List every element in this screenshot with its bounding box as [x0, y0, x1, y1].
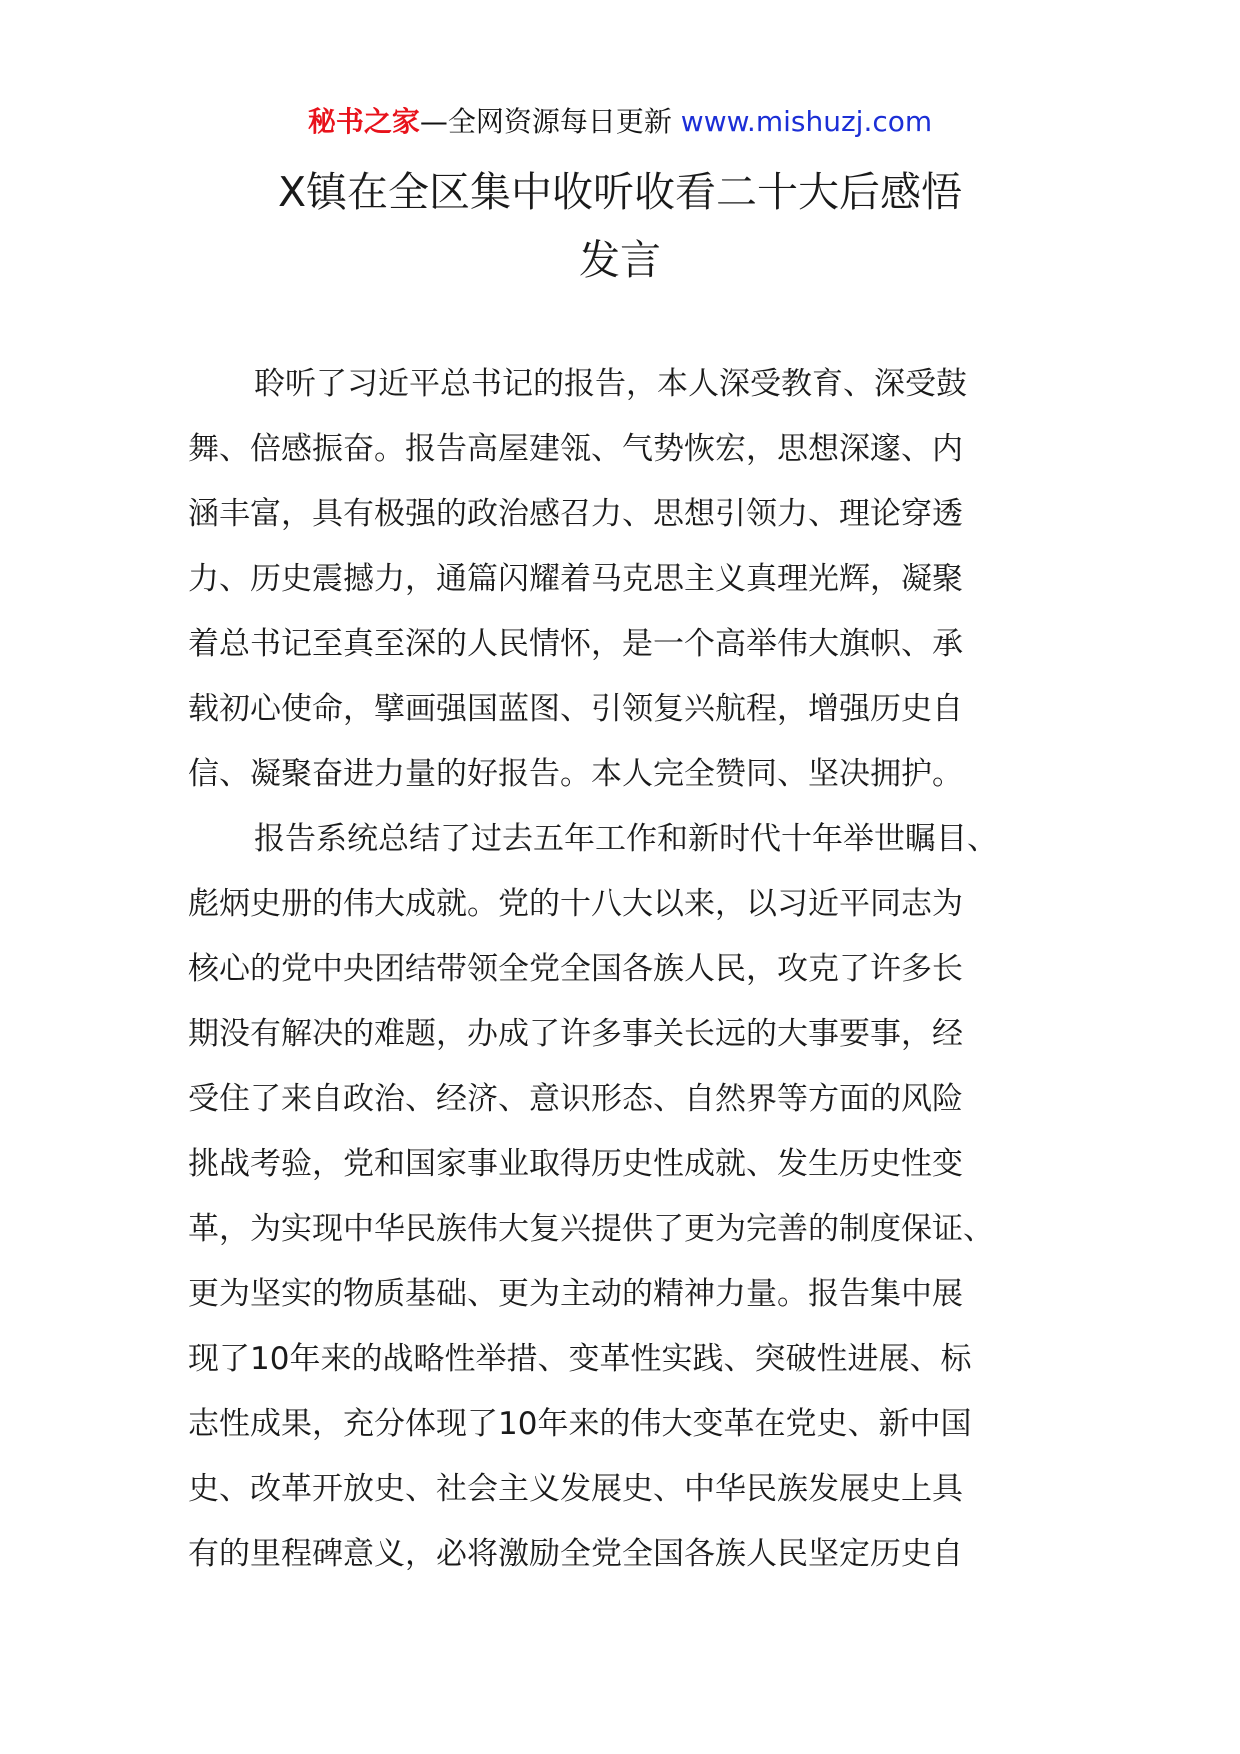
text-line: 聆听了习近平总书记的报告，本人深受教育、深受鼓 — [254, 366, 967, 402]
text-line: 报告系统总结了过去五年工作和新时代十年举世瞩目、 — [254, 821, 998, 857]
text-line: 彪炳史册的伟大成就。党的十八大以来，以习近平同志为 — [188, 886, 963, 922]
text-line: 力、历史震撼力，通篇闪耀着马克思主义真理光辉，凝聚 — [188, 561, 963, 597]
text-line: 有的里程碑意义，必将激励全党全国各族人民坚定历史自 — [188, 1536, 963, 1572]
paragraph-2 — [188, 807, 1048, 1587]
text-line: 核心的党中央团结带领全党全国各族人民，攻克了许多长 — [188, 951, 963, 987]
text-line: 更为坚实的物质基础、更为主动的精神力量。报告集中展 — [188, 1276, 963, 1312]
document-title-line: 发言 — [579, 236, 661, 284]
site-name: 秘书之家 — [307, 105, 420, 138]
text-line: 史、改革开放史、社会主义发展史、中华民族发展史上具 — [188, 1471, 963, 1507]
text-line: 革，为实现中华民族伟大复兴提供了更为完善的制度保证、 — [188, 1211, 994, 1247]
document-title — [0, 158, 1240, 294]
site-header — [0, 102, 1240, 142]
document-body — [188, 352, 1048, 1587]
text-line: 信、凝聚奋进力量的好报告。本人完全赞同、坚决拥护。 — [188, 756, 963, 792]
site-url-link[interactable]: www.mishuzj.com — [680, 105, 933, 138]
paragraph-1 — [188, 352, 1048, 807]
text-line: 载初心使命，擘画强国蓝图、引领复兴航程，增强历史自 — [188, 691, 963, 727]
text-line: 挑战考验，党和国家事业取得历史性成就、发生历史性变 — [188, 1146, 963, 1182]
document-title-line: X镇在全区集中收听收看二十大后感悟 — [277, 168, 963, 216]
text-line: 受住了来自政治、经济、意识形态、自然界等方面的风险 — [188, 1081, 963, 1117]
text-line: 志性成果，充分体现了10年来的伟大变革在党史、新中国 — [188, 1406, 972, 1442]
text-line: 现了10年来的战略性举措、变革性实践、突破性进展、标 — [188, 1341, 972, 1377]
text-line: 期没有解决的难题，办成了许多事关长远的大事要事，经 — [188, 1016, 963, 1052]
text-line: 舞、倍感振奋。报告高屋建瓴、气势恢宏，思想深邃、内 — [188, 431, 963, 467]
text-line: 着总书记至真至深的人民情怀，是一个高举伟大旗帜、承 — [188, 626, 963, 662]
site-tagline: —全网资源每日更新 — [419, 105, 672, 138]
text-line: 涵丰富，具有极强的政治感召力、思想引领力、理论穿透 — [188, 496, 963, 532]
